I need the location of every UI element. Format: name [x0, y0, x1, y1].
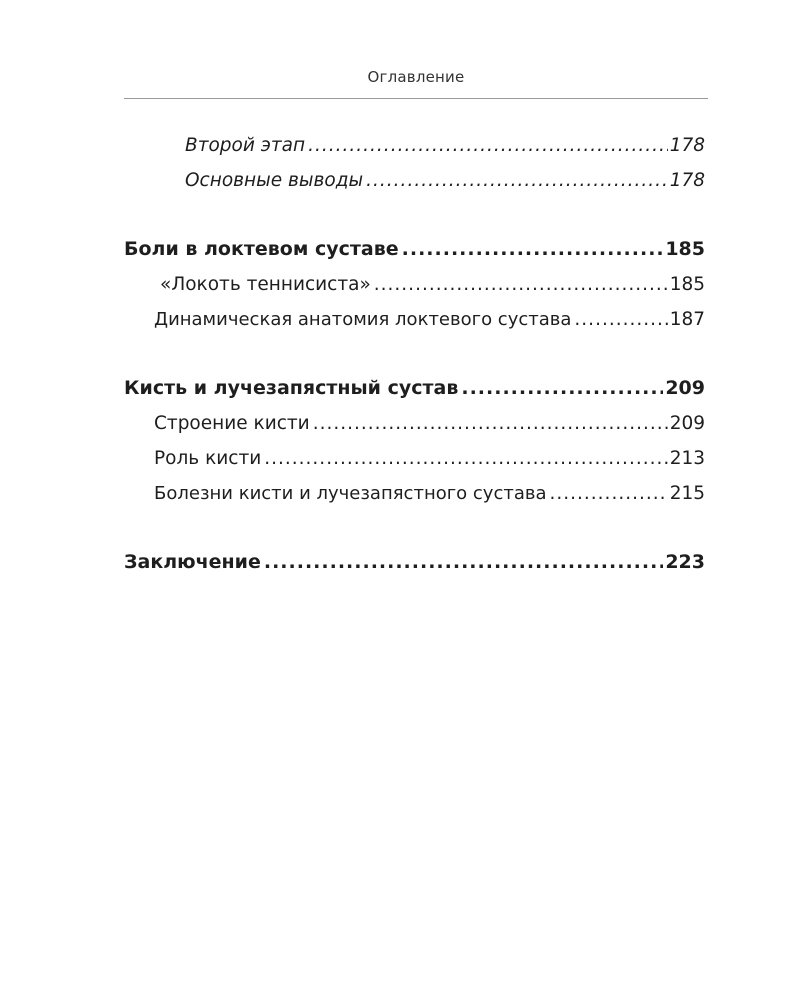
toc-entry-title: Болезни кисти и лучезапястного сустава — [154, 483, 547, 504]
dot-leader — [461, 371, 663, 406]
dot-leader — [264, 545, 663, 580]
dot-leader — [366, 163, 668, 198]
toc-chapter-entry[interactable] — [124, 545, 705, 580]
toc-entry-title: Второй этап — [185, 135, 306, 156]
toc-entry-page: 178 — [669, 170, 705, 191]
toc-entry-page: 209 — [669, 413, 705, 434]
toc-entry-page: 185 — [669, 274, 705, 295]
toc-entry[interactable] — [124, 476, 705, 511]
dot-leader — [374, 267, 668, 302]
toc-entry-page: 213 — [669, 448, 705, 469]
toc-entry-title: Основные выводы — [185, 170, 364, 191]
table-of-contents — [124, 128, 705, 580]
toc-entry[interactable] — [124, 128, 705, 163]
header-rule — [124, 98, 708, 99]
toc-entry-title: Роль кисти — [154, 448, 262, 469]
toc-entry-page: 178 — [669, 135, 705, 156]
toc-entry[interactable] — [124, 441, 705, 476]
dot-leader — [574, 302, 667, 337]
toc-entry[interactable] — [124, 302, 705, 337]
toc-entry[interactable] — [124, 267, 705, 302]
toc-entry-title: Кисть и лучезапястный сустав — [124, 377, 459, 399]
running-head: Оглавление — [367, 68, 465, 86]
dot-leader — [308, 128, 668, 163]
section-gap — [124, 198, 705, 232]
dot-leader — [313, 406, 668, 441]
toc-entry-page: 209 — [665, 377, 705, 399]
toc-entry-page: 185 — [665, 238, 705, 260]
dot-leader — [550, 476, 668, 511]
toc-entry-page: 223 — [665, 551, 705, 573]
toc-entry-title: Строение кисти — [154, 413, 310, 434]
toc-entry-title: «Локоть теннисиста» — [160, 274, 371, 295]
dot-leader — [402, 232, 664, 267]
toc-entry-title: Боли в локтевом суставе — [124, 238, 399, 260]
toc-entry-page: 187 — [669, 309, 705, 330]
dot-leader — [264, 441, 667, 476]
section-gap — [124, 337, 705, 371]
toc-chapter-entry[interactable] — [124, 371, 705, 406]
toc-chapter-entry[interactable] — [124, 232, 705, 267]
toc-entry-page: 215 — [669, 483, 705, 504]
toc-entry-title: Заключение — [124, 551, 261, 573]
toc-entry[interactable] — [124, 406, 705, 441]
section-gap — [124, 511, 705, 545]
toc-entry[interactable] — [124, 163, 705, 198]
toc-entry-title: Динамическая анатомия локтевого сустава — [154, 309, 572, 330]
